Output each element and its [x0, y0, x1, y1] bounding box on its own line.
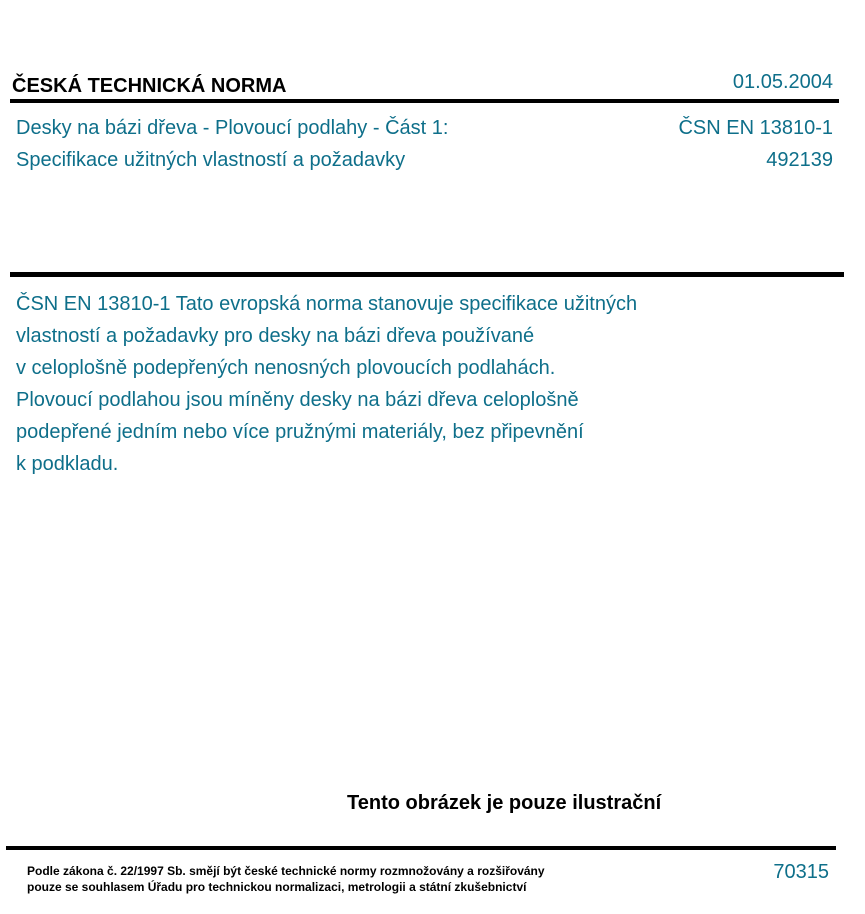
abstract-line: ČSN EN 13810-1 Tato evropská norma stanovuje specifikace užitných: [16, 293, 638, 315]
catalog-number: 70315: [773, 861, 829, 883]
legal-notice-line: Podle zákona č. 22/1997 Sb. smějí být české technické normy rozmnožovány a rozšiřovány: [27, 864, 545, 878]
abstract-line: Plovoucí podlahou jsou míněny desky na bázi dřeva celoplošně: [16, 389, 579, 411]
abstract-line: v celoplošně podepřených nenosných plovoucích podlahách.: [16, 357, 556, 379]
legal-notice-line: pouze se souhlasem Úřadu pro technickou normalizaci, metrologii a státní zkušebnictví: [27, 880, 527, 894]
document-title-line-1: Desky na bázi dřeva - Plovoucí podlahy - Část 1:: [16, 117, 449, 139]
abstract-line: podepřené jedním nebo více pružnými materiály, bez připevnění: [16, 421, 584, 443]
legal-notice: [27, 863, 545, 895]
publication-date: 01.05.2004: [732, 71, 833, 93]
abstract-text: [16, 288, 716, 480]
classification-number: 492139: [766, 149, 833, 171]
top-divider: [10, 99, 839, 103]
standard-heading: ČESKÁ TECHNICKÁ NORMA: [12, 75, 287, 97]
middle-divider: [10, 272, 844, 277]
abstract-line: vlastností a požadavky pro desky na bázi dřeva používané: [16, 325, 535, 347]
bottom-divider: [6, 846, 836, 850]
illustration-disclaimer: Tento obrázek je pouze ilustrační: [347, 792, 662, 814]
standard-code: ČSN EN 13810-1: [678, 117, 833, 139]
abstract-line: k podkladu.: [16, 453, 119, 475]
document-title-line-2: Specifikace užitných vlastností a požadavky: [16, 149, 406, 171]
